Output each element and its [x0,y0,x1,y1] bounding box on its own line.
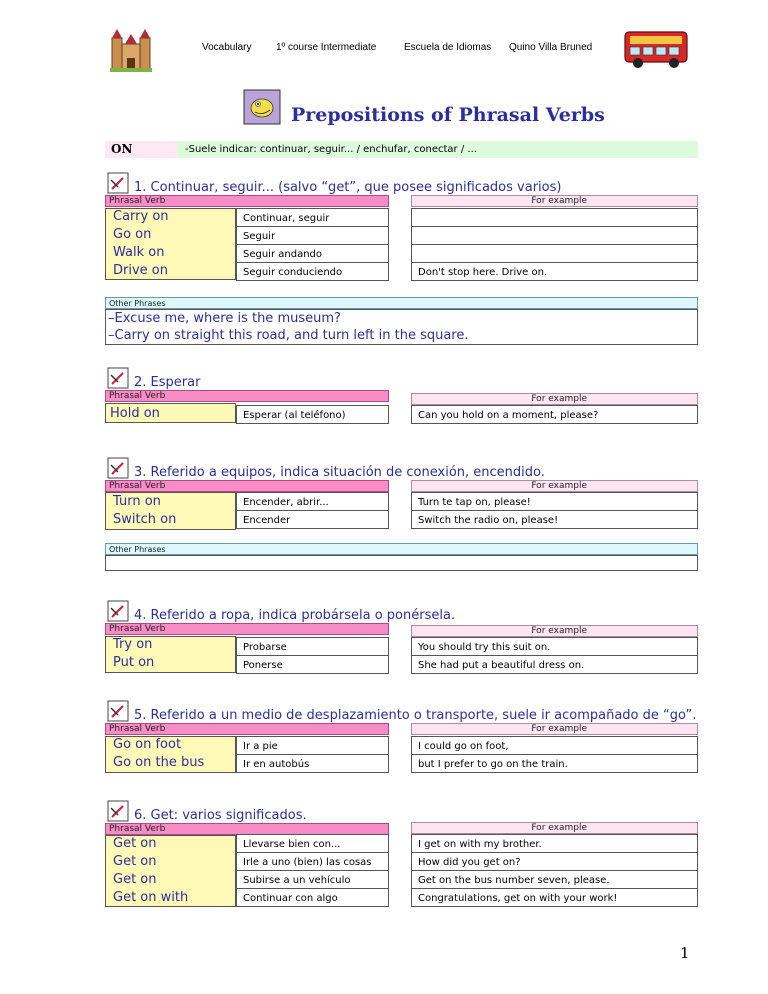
meaning-cell: Continuar, seguir [236,208,389,227]
example-cell [411,244,698,263]
example-cell [411,208,698,227]
example-cell: I could go on foot, [411,736,698,755]
verb-cell: Go on [113,227,152,242]
other-phrase-line: –Carry on straight this road, and turn left in the square. [108,328,469,343]
verb-cell: Go on the bus [113,755,205,770]
bus-icon [622,28,692,70]
verb-cell: Drive on [113,263,168,278]
verb-cell: Carry on [113,209,169,224]
section-4-icon [107,600,129,622]
verb-cell: Turn on [113,494,161,509]
example-cell: How did you get on? [411,852,698,871]
for-example-header: For example [411,822,698,834]
example-cell: Turn te tap on, please! [411,492,698,511]
for-example-header: For example [411,195,698,207]
verb-cell: Get on with [113,890,189,905]
meaning-cell: Encender, abrir... [236,492,389,511]
for-example-header: For example [411,625,698,637]
for-example-header: For example [411,723,698,735]
meaning-cell: Esperar (al teléfono) [236,405,389,424]
example-cell: Can you hold on a moment, please? [411,405,698,424]
phrasal-verb-header: Phrasal Verb [105,390,389,402]
section-1-icon [107,172,129,194]
example-cell: but I prefer to go on the train. [411,754,698,773]
meaning-cell: Irle a uno (bien) las cosas [236,852,389,871]
meaning-cell: Llevarse bien con... [236,834,389,853]
section-5-heading: 5. Referido a un medio de desplazamiento o transporte, suele ir acompañado de “go”. [134,708,697,723]
frog-book-icon [243,88,281,126]
example-cell: Don't stop here. Drive on. [411,262,698,281]
verb-cell: Hold on [105,403,236,423]
section-1-heading: 1. Continuar, seguir... (salvo “get”, que posee significados varios) [134,180,562,195]
phrasal-verb-header: Phrasal Verb [105,195,389,207]
phrasal-verb-header: Phrasal Verb [105,623,389,635]
section-6-heading: 6. Get: varios significados. [134,808,307,823]
verb-cell: Go on foot [113,737,182,752]
meaning-cell: Subirse a un vehículo [236,870,389,889]
example-cell: Switch the radio on, please! [411,510,698,529]
verb-cell: Put on [113,655,155,670]
other-phrase-line: –Excuse me, where is the museum? [108,311,341,326]
other-phrases-header: Other Phrases [105,543,698,555]
verb-cell: Get on [113,854,157,869]
meaning-cell: Ir en autobús [236,754,389,773]
example-cell: She had put a beautiful dress on. [411,655,698,674]
section-2-icon [107,367,129,389]
verb-cell: Walk on [113,245,165,260]
verb-cell: Get on [113,872,157,887]
meaning-cell: Probarse [236,637,389,656]
phrasal-verb-header: Phrasal Verb [105,823,389,835]
meaning-cell: Seguir conduciendo [236,262,389,281]
verb-cell: Switch on [113,512,177,527]
example-cell: Get on the bus number seven, please. [411,870,698,889]
section-6-icon [107,800,129,822]
header-vocabulary: Vocabulary [202,42,252,53]
header-place: Quino Villa Bruned [509,42,593,53]
meaning-cell: Ir a pie [236,736,389,755]
verb-cell: Get on [113,836,157,851]
section-2-heading: 2. Esperar [134,375,201,390]
castle-icon [108,28,154,72]
example-cell: Congratulations, get on with your work! [411,888,698,907]
other-phrases-box [105,309,698,345]
phrasal-verb-header: Phrasal Verb [105,723,389,735]
meaning-cell: Seguir [236,226,389,245]
example-cell: I get on with my brother. [411,834,698,853]
header-school: Escuela de Idiomas [404,42,492,53]
for-example-header: For example [411,393,698,405]
page-number: 1 [680,944,690,962]
meaning-cell: Ponerse [236,655,389,674]
verb-cell: Try on [113,637,153,652]
page-title: Prepositions of Phrasal Verbs [291,104,605,126]
section-5-icon [107,700,129,722]
header-course: 1º course Intermediate [276,42,377,53]
example-cell [411,226,698,245]
meaning-cell: Continuar con algo [236,888,389,907]
phrasal-verb-header: Phrasal Verb [105,480,389,492]
other-phrases-box [105,555,698,571]
example-cell: You should try this suit on. [411,637,698,656]
preposition-description: -Suele indicar: continuar, seguir... / enchufar, conectar / ... [177,141,698,158]
other-phrases-header: Other Phrases [105,297,698,309]
section-4-heading: 4. Referido a ropa, indica probársela o ponérsela. [134,608,456,623]
preposition-label: ON [105,141,177,158]
meaning-cell: Encender [236,510,389,529]
for-example-header: For example [411,480,698,492]
section-3-icon [107,457,129,479]
section-3-heading: 3. Referido a equipos, indica situación de conexión, encendido. [134,465,545,480]
meaning-cell: Seguir andando [236,244,389,263]
